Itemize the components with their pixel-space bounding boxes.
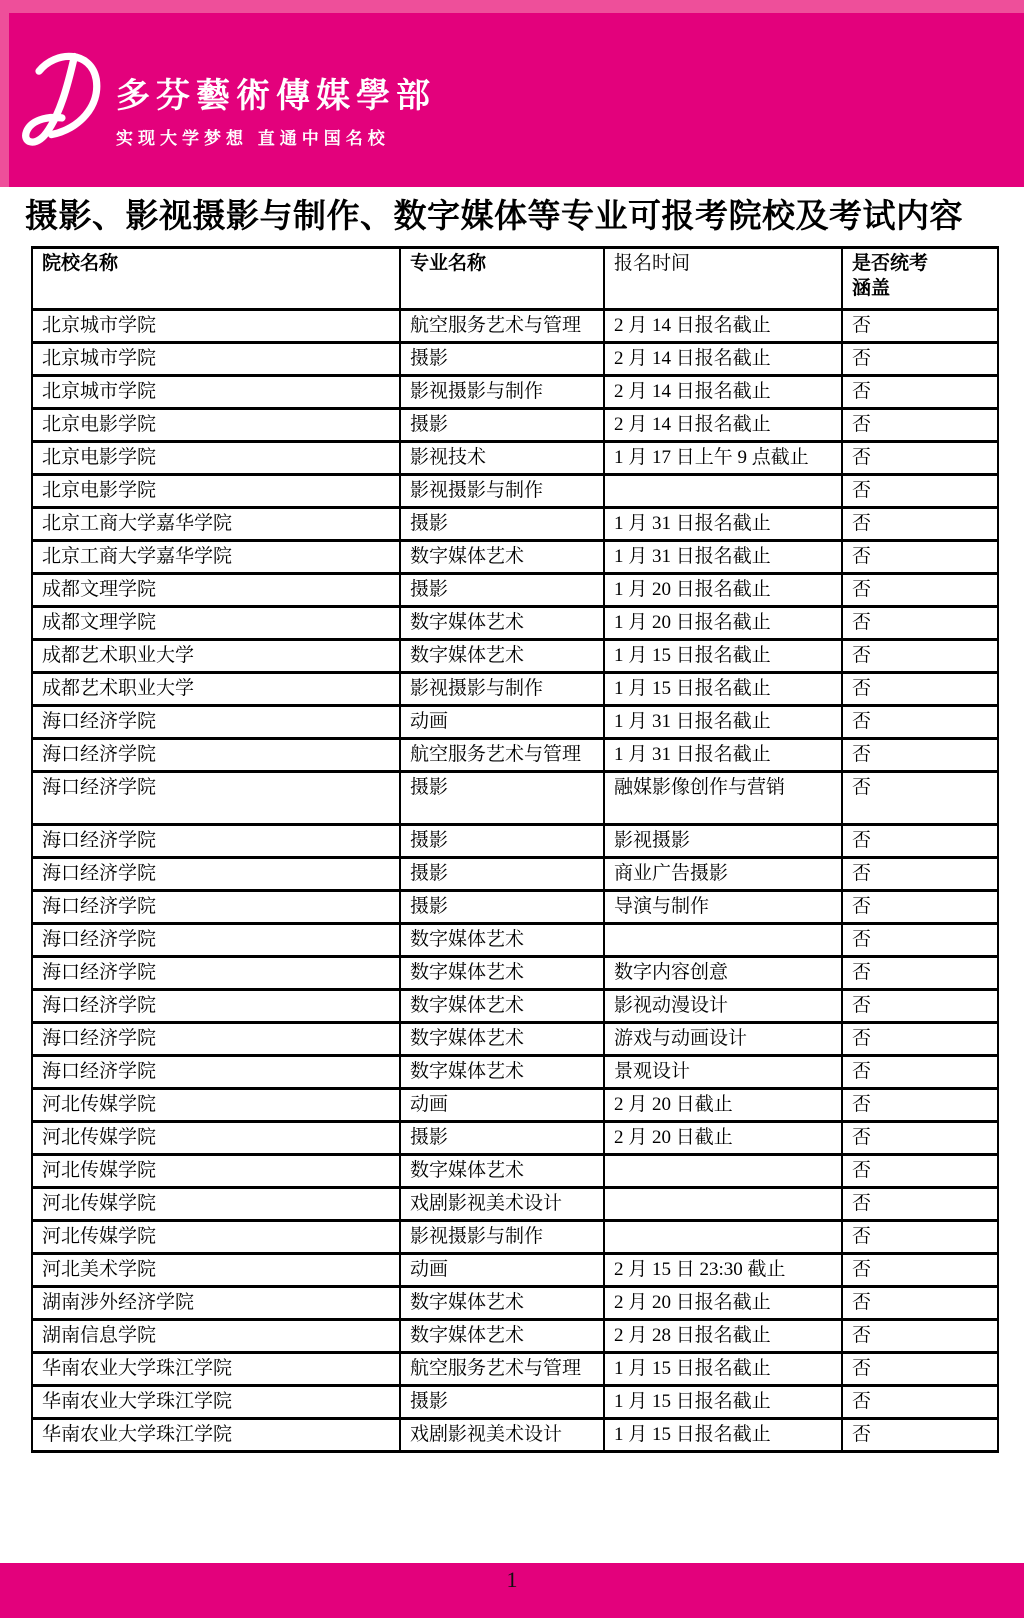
time-cell: 1 月 17 日上午 9 点截止	[604, 442, 842, 475]
school-cell: 河北传媒学院	[32, 1122, 400, 1155]
school-cell: 河北传媒学院	[32, 1188, 400, 1221]
table-row	[32, 475, 998, 508]
school-cell: 河北传媒学院	[32, 1221, 400, 1254]
table-row	[32, 706, 998, 739]
logo-d-monogram-icon	[16, 42, 112, 151]
table-row	[32, 924, 998, 957]
header-covered-line1: 是否统考	[852, 253, 929, 274]
school-cell: 北京电影学院	[32, 409, 400, 442]
covered-cell: 否	[842, 1221, 998, 1254]
school-cell: 华南农业大学珠江学院	[32, 1386, 400, 1419]
table-row	[32, 1386, 998, 1419]
school-cell: 河北美术学院	[32, 1254, 400, 1287]
major-cell: 摄影	[400, 1122, 604, 1155]
time-cell: 2 月 20 日截止	[604, 1089, 842, 1122]
brand-band	[0, 0, 1024, 187]
time-cell	[604, 1188, 842, 1221]
admissions-table	[31, 246, 999, 1453]
school-cell: 北京工商大学嘉华学院	[32, 541, 400, 574]
time-cell: 1 月 15 日报名截止	[604, 640, 842, 673]
time-cell	[604, 1221, 842, 1254]
table-row	[32, 739, 998, 772]
covered-cell: 否	[842, 673, 998, 706]
major-cell: 航空服务艺术与管理	[400, 739, 604, 772]
table-row	[32, 376, 998, 409]
time-cell: 2 月 28 日报名截止	[604, 1320, 842, 1353]
school-cell: 成都文理学院	[32, 607, 400, 640]
content-area	[0, 187, 1024, 1453]
time-cell: 1 月 31 日报名截止	[604, 541, 842, 574]
covered-cell: 否	[842, 1419, 998, 1452]
covered-cell: 否	[842, 442, 998, 475]
covered-cell: 否	[842, 1287, 998, 1320]
logo-tagline: 实现大学梦想 直通中国名校	[116, 129, 390, 148]
school-cell: 成都文理学院	[32, 574, 400, 607]
time-cell: 2 月 15 日 23:30 截止	[604, 1254, 842, 1287]
table-row	[32, 825, 998, 858]
time-cell: 2 月 14 日报名截止	[604, 376, 842, 409]
header-school: 院校名称	[32, 248, 400, 310]
time-cell: 2 月 20 日截止	[604, 1122, 842, 1155]
major-cell: 数字媒体艺术	[400, 1287, 604, 1320]
school-cell: 海口经济学院	[32, 924, 400, 957]
major-cell: 戏剧影视美术设计	[400, 1188, 604, 1221]
band-top-edge	[0, 0, 1024, 13]
table-row	[32, 1419, 998, 1452]
covered-cell: 否	[842, 1188, 998, 1221]
major-cell: 数字媒体艺术	[400, 541, 604, 574]
major-cell: 数字媒体艺术	[400, 957, 604, 990]
major-cell: 动画	[400, 1089, 604, 1122]
major-cell: 数字媒体艺术	[400, 607, 604, 640]
major-cell: 数字媒体艺术	[400, 1056, 604, 1089]
major-cell: 摄影	[400, 574, 604, 607]
table-row	[32, 957, 998, 990]
table-row	[32, 1353, 998, 1386]
table-row	[32, 891, 998, 924]
covered-cell: 否	[842, 957, 998, 990]
major-cell: 动画	[400, 1254, 604, 1287]
major-cell: 摄影	[400, 891, 604, 924]
major-cell: 摄影	[400, 1386, 604, 1419]
time-cell: 2 月 14 日报名截止	[604, 310, 842, 343]
covered-cell: 否	[842, 772, 998, 825]
major-cell: 摄影	[400, 409, 604, 442]
table-row	[32, 673, 998, 706]
major-cell: 摄影	[400, 508, 604, 541]
school-cell: 海口经济学院	[32, 1056, 400, 1089]
school-cell: 海口经济学院	[32, 739, 400, 772]
school-cell: 河北传媒学院	[32, 1155, 400, 1188]
covered-cell: 否	[842, 891, 998, 924]
school-cell: 华南农业大学珠江学院	[32, 1353, 400, 1386]
covered-cell: 否	[842, 1353, 998, 1386]
school-cell: 湖南信息学院	[32, 1320, 400, 1353]
table-row	[32, 1287, 998, 1320]
table-row	[32, 541, 998, 574]
covered-cell: 否	[842, 1320, 998, 1353]
footer-band	[0, 1563, 1024, 1618]
school-cell: 海口经济学院	[32, 825, 400, 858]
time-cell: 1 月 15 日报名截止	[604, 1419, 842, 1452]
table-row	[32, 772, 998, 825]
time-cell: 商业广告摄影	[604, 858, 842, 891]
time-cell: 2 月 14 日报名截止	[604, 343, 842, 376]
table-row	[32, 1023, 998, 1056]
school-cell: 成都艺术职业大学	[32, 673, 400, 706]
time-cell: 1 月 31 日报名截止	[604, 706, 842, 739]
school-cell: 成都艺术职业大学	[32, 640, 400, 673]
major-cell: 摄影	[400, 858, 604, 891]
time-cell: 1 月 20 日报名截止	[604, 607, 842, 640]
time-cell: 数字内容创意	[604, 957, 842, 990]
school-cell: 海口经济学院	[32, 891, 400, 924]
covered-cell: 否	[842, 1089, 998, 1122]
table-body	[32, 310, 998, 1452]
major-cell: 数字媒体艺术	[400, 924, 604, 957]
band-left-edge	[0, 0, 9, 187]
covered-cell: 否	[842, 607, 998, 640]
school-cell: 湖南涉外经济学院	[32, 1287, 400, 1320]
table-row	[32, 1122, 998, 1155]
header-major: 专业名称	[400, 248, 604, 310]
table-row	[32, 1221, 998, 1254]
major-cell: 摄影	[400, 825, 604, 858]
school-cell: 北京电影学院	[32, 442, 400, 475]
major-cell: 数字媒体艺术	[400, 990, 604, 1023]
table-header-row	[32, 248, 998, 310]
time-cell: 2 月 14 日报名截止	[604, 409, 842, 442]
covered-cell: 否	[842, 858, 998, 891]
covered-cell: 否	[842, 706, 998, 739]
major-cell: 航空服务艺术与管理	[400, 1353, 604, 1386]
major-cell: 影视摄影与制作	[400, 376, 604, 409]
school-cell: 海口经济学院	[32, 772, 400, 825]
time-cell: 影视动漫设计	[604, 990, 842, 1023]
covered-cell: 否	[842, 310, 998, 343]
school-cell: 北京电影学院	[32, 475, 400, 508]
time-cell: 1 月 15 日报名截止	[604, 1386, 842, 1419]
table-row	[32, 310, 998, 343]
school-cell: 北京城市学院	[32, 310, 400, 343]
time-cell: 影视摄影	[604, 825, 842, 858]
school-cell: 华南农业大学珠江学院	[32, 1419, 400, 1452]
header-time: 报名时间	[604, 248, 842, 310]
school-cell: 海口经济学院	[32, 990, 400, 1023]
table-row	[32, 607, 998, 640]
major-cell: 戏剧影视美术设计	[400, 1419, 604, 1452]
time-cell: 景观设计	[604, 1056, 842, 1089]
table-row	[32, 1320, 998, 1353]
covered-cell: 否	[842, 574, 998, 607]
covered-cell: 否	[842, 1056, 998, 1089]
time-cell	[604, 1155, 842, 1188]
page-title: 摄影、影视摄影与制作、数字媒体等专业可报考院校及考试内容	[25, 197, 963, 234]
table-row	[32, 409, 998, 442]
time-cell	[604, 924, 842, 957]
covered-cell: 否	[842, 475, 998, 508]
table-row	[32, 1056, 998, 1089]
covered-cell: 否	[842, 739, 998, 772]
table-row	[32, 1254, 998, 1287]
time-cell	[604, 475, 842, 508]
major-cell: 影视技术	[400, 442, 604, 475]
major-cell: 数字媒体艺术	[400, 1155, 604, 1188]
time-cell: 游戏与动画设计	[604, 1023, 842, 1056]
time-cell: 2 月 20 日报名截止	[604, 1287, 842, 1320]
school-cell: 河北传媒学院	[32, 1089, 400, 1122]
logo	[16, 42, 436, 151]
covered-cell: 否	[842, 1122, 998, 1155]
covered-cell: 否	[842, 990, 998, 1023]
major-cell: 摄影	[400, 343, 604, 376]
table-row	[32, 1188, 998, 1221]
major-cell: 摄影	[400, 772, 604, 825]
major-cell: 数字媒体艺术	[400, 1023, 604, 1056]
school-cell: 北京工商大学嘉华学院	[32, 508, 400, 541]
major-cell: 数字媒体艺术	[400, 1320, 604, 1353]
time-cell: 导演与制作	[604, 891, 842, 924]
table-row	[32, 858, 998, 891]
covered-cell: 否	[842, 541, 998, 574]
logo-name: 多芬藝術傳媒學部	[116, 76, 436, 116]
covered-cell: 否	[842, 640, 998, 673]
time-cell: 融媒影像创作与营销	[604, 772, 842, 825]
major-cell: 动画	[400, 706, 604, 739]
covered-cell: 否	[842, 1254, 998, 1287]
time-cell: 1 月 15 日报名截止	[604, 1353, 842, 1386]
table-row	[32, 508, 998, 541]
school-cell: 海口经济学院	[32, 706, 400, 739]
covered-cell: 否	[842, 376, 998, 409]
major-cell: 影视摄影与制作	[400, 1221, 604, 1254]
table-row	[32, 1089, 998, 1122]
covered-cell: 否	[842, 1155, 998, 1188]
covered-cell: 否	[842, 924, 998, 957]
school-cell: 海口经济学院	[32, 1023, 400, 1056]
time-cell: 1 月 31 日报名截止	[604, 508, 842, 541]
major-cell: 影视摄影与制作	[400, 673, 604, 706]
school-cell: 海口经济学院	[32, 957, 400, 990]
covered-cell: 否	[842, 1023, 998, 1056]
covered-cell: 否	[842, 508, 998, 541]
school-cell: 北京城市学院	[32, 343, 400, 376]
table-row	[32, 442, 998, 475]
time-cell: 1 月 20 日报名截止	[604, 574, 842, 607]
major-cell: 数字媒体艺术	[400, 640, 604, 673]
covered-cell: 否	[842, 343, 998, 376]
logo-text-block	[116, 42, 436, 149]
table-row	[32, 990, 998, 1023]
major-cell: 航空服务艺术与管理	[400, 310, 604, 343]
header-covered	[842, 248, 998, 310]
school-cell: 北京城市学院	[32, 376, 400, 409]
covered-cell: 否	[842, 1386, 998, 1419]
table-row	[32, 343, 998, 376]
table-row	[32, 574, 998, 607]
covered-cell: 否	[842, 409, 998, 442]
table-row	[32, 640, 998, 673]
time-cell: 1 月 31 日报名截止	[604, 739, 842, 772]
header-covered-line2: 涵盖	[852, 278, 891, 299]
major-cell: 影视摄影与制作	[400, 475, 604, 508]
page-number: 1	[506, 1567, 518, 1592]
covered-cell: 否	[842, 825, 998, 858]
school-cell: 海口经济学院	[32, 858, 400, 891]
table-row	[32, 1155, 998, 1188]
time-cell: 1 月 15 日报名截止	[604, 673, 842, 706]
